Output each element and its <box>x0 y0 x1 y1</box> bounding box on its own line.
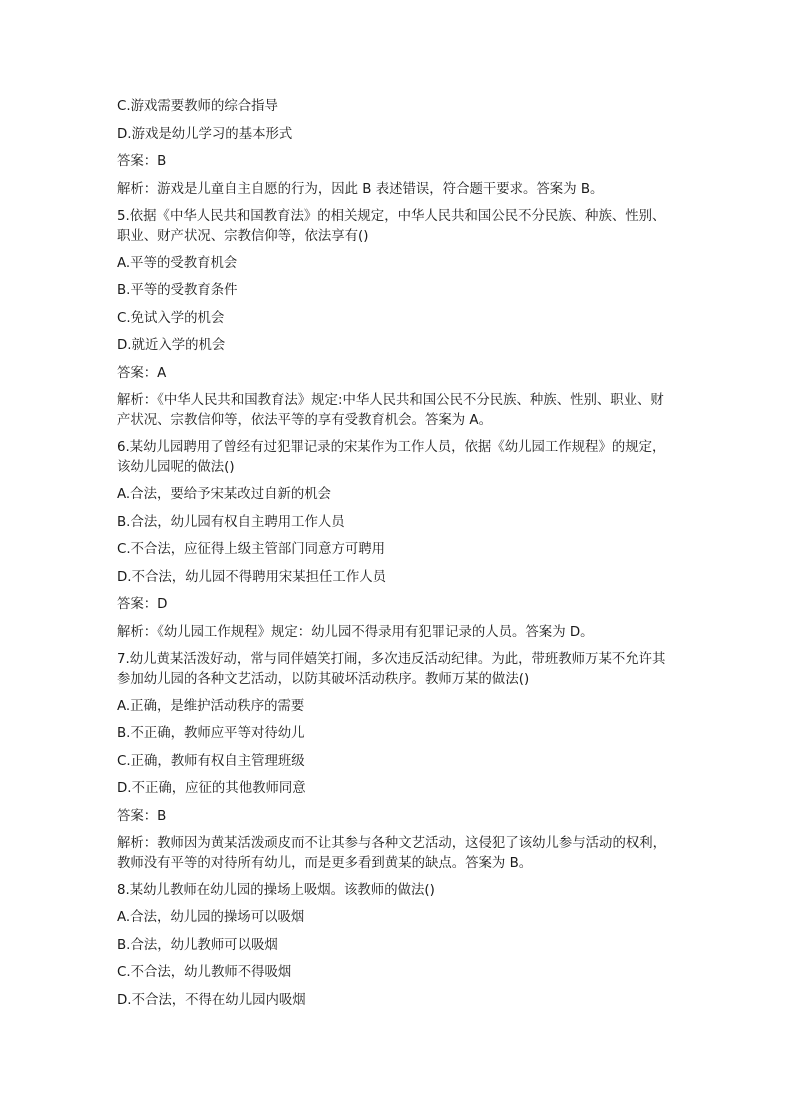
analysis-4: 解析：游戏是儿童自主自愿的行为，因此 B 表述错误，符合题干要求。答案为 B。 <box>117 181 604 197</box>
option-6b: B.合法，幼儿园有权自主聘用工作人员 <box>117 514 345 530</box>
answer-5: 答案：A <box>117 365 167 381</box>
analysis-5: 解析：《中华人民共和国教育法》规定:中华人民共和国公民不分民族、种族、性别、职业、财产状况、宗教信仰等，依法平等的享有受教育机会。答案为 A。 <box>117 393 664 428</box>
document-page <box>117 97 677 1018</box>
option-7b: B.不正确，教师应平等对待幼儿 <box>117 726 305 741</box>
question-5: 5.依据《中华人民共和国教育法》的相关规定，中华人民共和国公民不分民族、种族、性别、职业、财产状况、宗教信仰等，依法享有() <box>117 208 666 244</box>
question-8: 8.某幼儿教师在幼儿园的操场上吸烟。该教师的做法() <box>117 883 435 898</box>
option-6a: A.合法，要给予宋某改过自新的机会 <box>117 487 332 502</box>
answer-6: 答案：D <box>117 597 168 612</box>
answer-4: 答案：B <box>117 154 167 169</box>
option-7a: A.正确，是维护活动秩序的需要 <box>117 698 305 714</box>
option-4d: D.游戏是幼儿学习的基本形式 <box>117 126 293 142</box>
question-6: 6.某幼儿园聘用了曾经有过犯罪记录的宋某作为工作人员，依据《幼儿园工作规程》的规定，该幼儿园呢的做法() <box>117 440 666 475</box>
option-5a: A.平等的受教育机会 <box>117 255 238 271</box>
option-7c: C.正确，教师有权自主管理班级 <box>117 753 305 769</box>
option-6d: D.不合法，幼儿园不得聘用宋某担任工作人员 <box>117 569 386 585</box>
option-8b: B.合法，幼儿教师可以吸烟 <box>117 937 278 953</box>
option-4c: C.游戏需要教师的综合指导 <box>117 99 278 114</box>
option-5c: C.免试入学的机会 <box>117 310 225 326</box>
option-8a: A.合法，幼儿园的操场可以吸烟 <box>117 910 305 925</box>
option-5d: D.就近入学的机会 <box>117 338 226 353</box>
analysis-7: 解析：教师因为黄某活泼顽皮而不让其参与各种文艺活动，这侵犯了该幼儿参与活动的权利，教师没有平等的对待所有幼儿，而是更多看到黄某的缺点。答案为 B。 <box>117 836 667 871</box>
answer-7: 答案：B <box>117 808 167 824</box>
option-5b: B.平等的受教育条件 <box>117 283 238 298</box>
option-8c: C.不合法，幼儿教师不得吸烟 <box>117 965 292 980</box>
option-7d: D.不正确，应征的其他教师同意 <box>117 781 306 796</box>
question-7: 7.幼儿黄某活泼好动，常与同伴嬉笑打闹，多次违反活动纪律。为此，带班教师万某不允许其参加幼儿园的各种文艺活动，以防其破坏活动秩序。教师万某的做法() <box>117 651 666 687</box>
option-8d: D.不合法，不得在幼儿园内吸烟 <box>117 992 306 1008</box>
option-6c: C.不合法，应征得上级主管部门同意方可聘用 <box>117 542 386 557</box>
analysis-6: 解析：《幼儿园工作规程》规定：幼儿园不得录用有犯罪记录的人员。答案为 D。 <box>117 624 594 640</box>
